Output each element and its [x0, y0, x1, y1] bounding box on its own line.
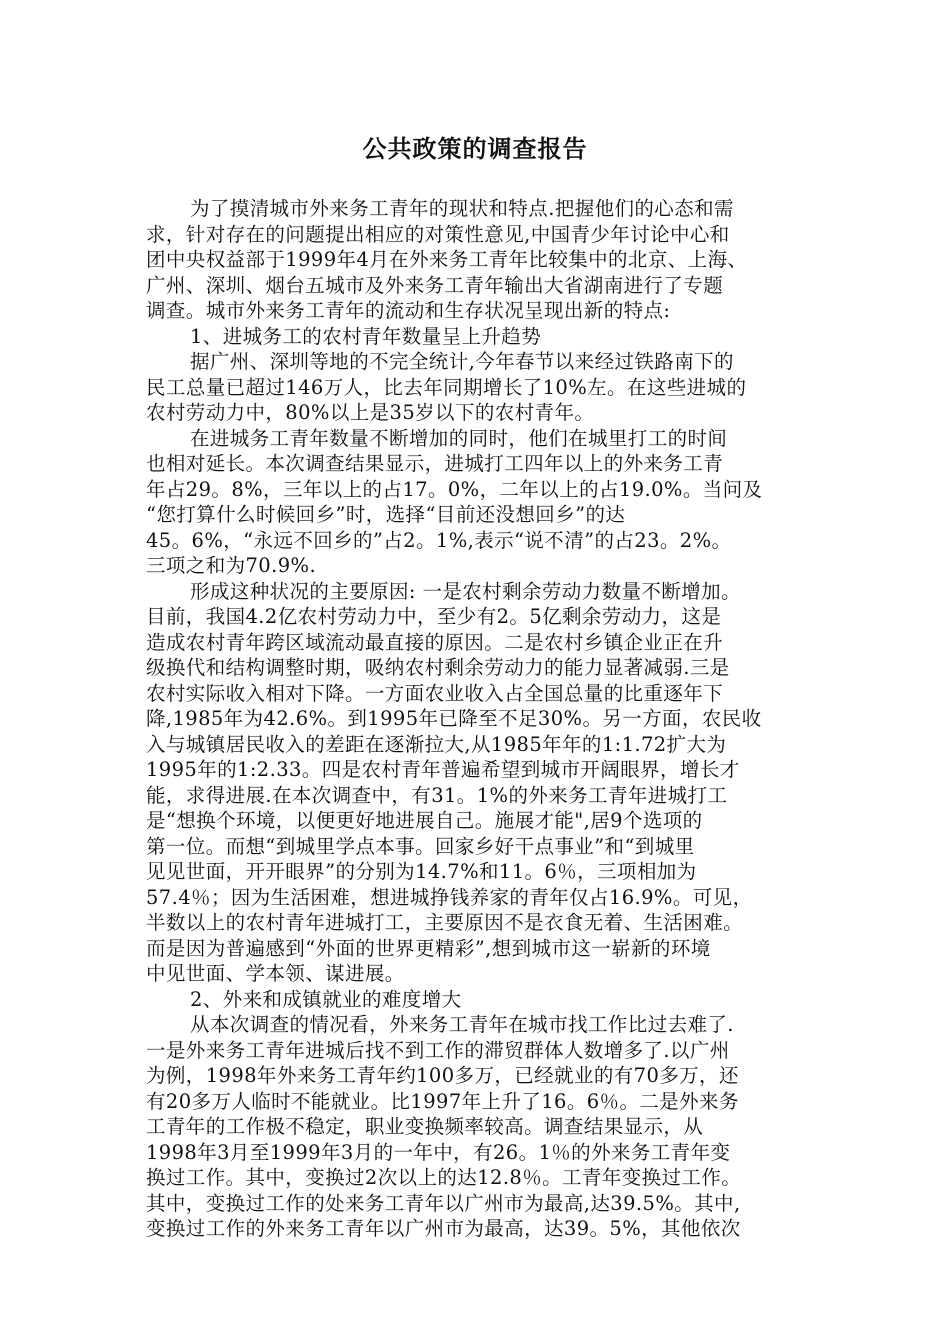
text-line: 造成农村青年跨区域流动最直接的原因。二是农村乡镇企业正在升 — [146, 630, 724, 654]
text-line: 农村劳动力中，80%以上是35岁以下的农村青年。 — [146, 401, 595, 424]
text-line: 求，针对存在的问题提出相应的对策性意见,中国青少年讨论中心和 — [146, 222, 730, 246]
text-line: 45。6%，“永远不回乡的”占2。1%,表示“说不清”的占23。2%。 — [146, 528, 732, 552]
text-line: 在进城务工青年数量不断增加的同时，他们在城里打工的时间 — [190, 426, 728, 450]
text-line: 中见世面、学本领、谋进展。 — [146, 962, 405, 985]
text-line: 民工总量已超过146万人，比去年同期增长了10%左。在这些进城的 — [146, 375, 747, 399]
text-line: 级换代和结构调整时期，吸纳农村剩余劳动力的能力显著减弱.三是 — [146, 656, 730, 679]
document-title: 公共政策的调查报告 — [362, 135, 588, 163]
text-line: 而是因为普遍感到“外面的世界更精彩”,想到城市这一崭新的环境 — [146, 936, 711, 960]
text-line: 年占29。8%，三年以上的占17。0%，二年以上的占19.0%。当问及 — [146, 477, 763, 501]
text-line: 形成这种状况的主要原因: 一是农村剩余劳动力数量不断增加。 — [190, 579, 741, 603]
text-line: 是“想换个环境，以便更好地进展自己。施展才能",居9个选项的 — [146, 809, 703, 832]
text-line: 1998年3月至1999年3月的一年中，有26。1％的外来务工青年变 — [146, 1140, 731, 1164]
text-line: 目前，我国4.2亿农村劳动力中，至少有2。5亿剩余劳动力，这是 — [146, 605, 722, 628]
text-line: 入与城镇居民收入的差距在逐渐拉大,从1985年年的1:1.72扩大为 — [146, 732, 727, 756]
text-line: “您打算什么时候回乡”时，选择“目前还没想回乡”的达 — [146, 503, 626, 526]
text-line: 半数以上的农村青年进城打工，主要原因不是衣食无着、生活困难。 — [146, 911, 744, 934]
text-line: 见见世面，开开眼界”的分别为14.7%和11。6％，三项相加为 — [146, 860, 697, 883]
text-line: 2、外来和成镇就业的难度增大 — [190, 987, 462, 1011]
text-line: 广州、深圳、烟台五城市及外来务工青年输出大省湖南进行了专题 — [146, 273, 724, 297]
text-line: 调查。城市外来务工青年的流动和生存状况呈现出新的特点: — [146, 299, 671, 322]
text-line: 57.4％；因为生活困难，想进城挣钱养家的青年仅占16.9%。可见， — [146, 885, 753, 909]
text-line: 1995年的1:2.33。四是农村青年普遍希望到城市开阔眼界，增长才 — [146, 758, 740, 781]
text-line: 1、进城务工的农村青年数量呈上升趋势 — [190, 324, 542, 348]
text-line: 从本次调查的情况看，外来务工青年在城市找工作比过去难了. — [190, 1013, 734, 1036]
text-line: 有20多万人临时不能就业。比1997年上升了16。6％。二是外来务 — [146, 1089, 739, 1113]
text-line: 为了摸清城市外来务工青年的现状和特点.把握他们的心态和需 — [190, 197, 734, 220]
text-line: 据广州、深圳等地的不完全统计,今年春节以来经过铁路南下的 — [190, 350, 734, 373]
text-line: 降,1985年为42.6%。到1995年已降至不足30%。另一方面，农民收 — [146, 707, 762, 730]
text-line: 为例，1998年外来务工青年约100多万，已经就业的有70多万，还 — [146, 1064, 739, 1087]
text-line: 也相对延长。本次调查结果显示，进城打工四年以上的外来务工青 — [146, 452, 724, 475]
text-line: 变换过工作的外来务工青年以广州市为最高，达39。5%，其他依次 — [146, 1217, 741, 1240]
text-line: 农村实际收入相对下降。一方面农业收入占全国总量的比重逐年下 — [146, 681, 724, 705]
text-line: 三项之和为70.9%. — [146, 554, 317, 577]
text-line: 第一位。而想“到城里学点本事。回家乡好干点事业”和“到城里 — [146, 834, 695, 858]
text-line: 其中，变换过工作的处来务工青年以广州市为最高,达39.5%。其中, — [146, 1191, 741, 1215]
text-line: 工青年的工作极不稳定，职业变换频率较高。调查结果显示，从 — [146, 1115, 704, 1138]
text-line: 团中央权益部于1999年4月在外来务工青年比较集中的北京、上海、 — [146, 248, 748, 271]
text-line: 能，求得进展.在本次调查中，有31。1%的外来务工青年进城打工 — [146, 783, 728, 807]
text-line: 一是外来务工青年进城后找不到工作的滞贸群体人数增多了.以广州 — [146, 1038, 730, 1062]
document-body — [146, 196, 810, 1242]
text-line: 换过工作。其中，变换过2次以上的达12.8％。工青年变换过工作。 — [146, 1166, 742, 1189]
